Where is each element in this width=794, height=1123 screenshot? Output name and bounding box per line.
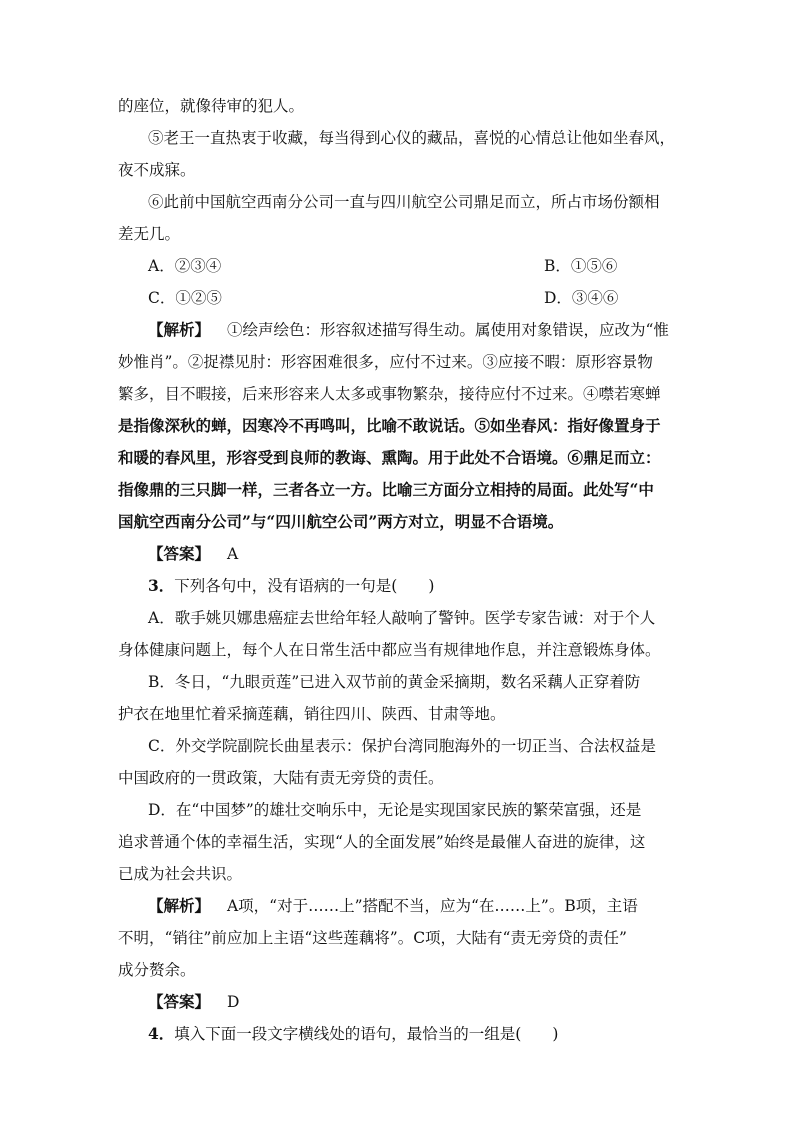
analysis-line: 妙惟肖”。②捉襟见肘：形容困难很多，应付不过来。③应接不暇：原形容景物 — [118, 353, 653, 371]
analysis-line: 是指像深秋的蝉，因寒冷不再鸣叫，比喻不敢说话。⑤如坐春风：指好像置身于 — [118, 416, 661, 435]
text-line: 夜不成寐。 — [118, 161, 196, 179]
text-line: ⑤老王一直热衷于收藏，每当得到心仪的藏品，喜悦的心情总让他如坐春风， — [148, 129, 676, 147]
option-d: D．③④⑥ — [544, 289, 619, 307]
analysis-line — [148, 320, 669, 340]
option-a: A．②③④ — [148, 257, 222, 275]
option-b-line: 护衣在地里忙着采摘莲藕，销往四川、陕西、甘肃等地。 — [118, 705, 506, 723]
question-text: 下列各句中，没有语病的一句是( ) — [174, 577, 435, 595]
question-text: 填入下面一段文字横线处的语句，最恰当的一组是( ) — [174, 1025, 559, 1043]
question-stem — [148, 1024, 558, 1044]
question-stem — [148, 576, 434, 596]
option-c-line: C．外交学院副院长曲星表示：保护台湾同胞海外的一切正当、合法权益是 — [148, 737, 656, 755]
option-c-line: 中国政府的一贯政策，大陆有责无旁贷的责任。 — [118, 769, 444, 787]
option-d-line: 追求普通个体的幸福生活，实现“人的全面发展”始终是最催人奋进的旋律，这 — [118, 833, 646, 851]
analysis-line — [148, 896, 638, 916]
option-d-line: 已成为社会共识。 — [118, 865, 243, 883]
option-b: B．①⑤⑥ — [544, 257, 618, 275]
option-d-line: D．在“中国梦”的雄壮交响乐中，无论是实现国家民族的繁荣富强，还是 — [148, 801, 642, 819]
analysis-text: A项，“对于……上”搭配不当，应为“在……上”。B项，主语 — [226, 897, 638, 915]
analysis-line: 国航空西南分公司”与“四川航空公司”两方对立，明显不合语境。 — [118, 512, 564, 531]
answer-tag: 【答案】 — [148, 544, 211, 563]
analysis-line: 繁多，目不暇接，后来形容来人太多或事物繁杂，接待应付不过来。④噤若寒蝉 — [118, 385, 661, 403]
analysis-tag: 【解析】 — [148, 896, 211, 915]
analysis-line: 和暖的春风里，形容受到良师的教诲、熏陶。用于此处不合语境。⑥鼎足而立： — [118, 448, 661, 467]
option-a-line: A．歌手姚贝娜患癌症去世给年轻人敲响了警钟。医学专家告诫：对于个人 — [148, 609, 656, 627]
option-b-line: B．冬日，“九眼贡莲”已进入双节前的黄金采摘期，数名采藕人正穿着防 — [148, 673, 641, 691]
answer-value: D — [226, 993, 240, 1011]
answer-line — [148, 544, 238, 564]
option-c: C．①②⑤ — [148, 289, 222, 307]
answer-value: A — [226, 545, 239, 563]
analysis-tag: 【解析】 — [148, 320, 211, 339]
text-line: ⑥此前中国航空西南分公司一直与四川航空公司鼎足而立，所占市场份额相 — [148, 193, 660, 211]
answer-tag: 【答案】 — [148, 992, 211, 1011]
option-row — [148, 256, 618, 276]
answer-line — [148, 992, 239, 1012]
option-row — [148, 288, 619, 308]
analysis-line: 成分赘余。 — [118, 961, 196, 979]
question-number: 4． — [148, 1024, 175, 1043]
text-line: 差无几。 — [118, 225, 181, 243]
analysis-line: 指像鼎的三只脚一样，三者各立一方。比喻三方面分立相持的局面。此处写“中 — [118, 480, 654, 499]
option-a-line: 身体健康问题上，每个人在日常生活中都应当有规律地作息，并注意锻炼身体。 — [118, 641, 661, 659]
text-line: 的座位，就像待审的犯人。 — [118, 97, 305, 115]
analysis-line: 不明，“销往”前应加上主语“这些莲藕将”。C项，大陆有“责无旁贷的责任” — [118, 929, 627, 947]
question-number: 3． — [148, 576, 175, 595]
analysis-text: ①绘声绘色：形容叙述描写得生动。属使用对象错误，应改为“惟 — [226, 321, 669, 339]
